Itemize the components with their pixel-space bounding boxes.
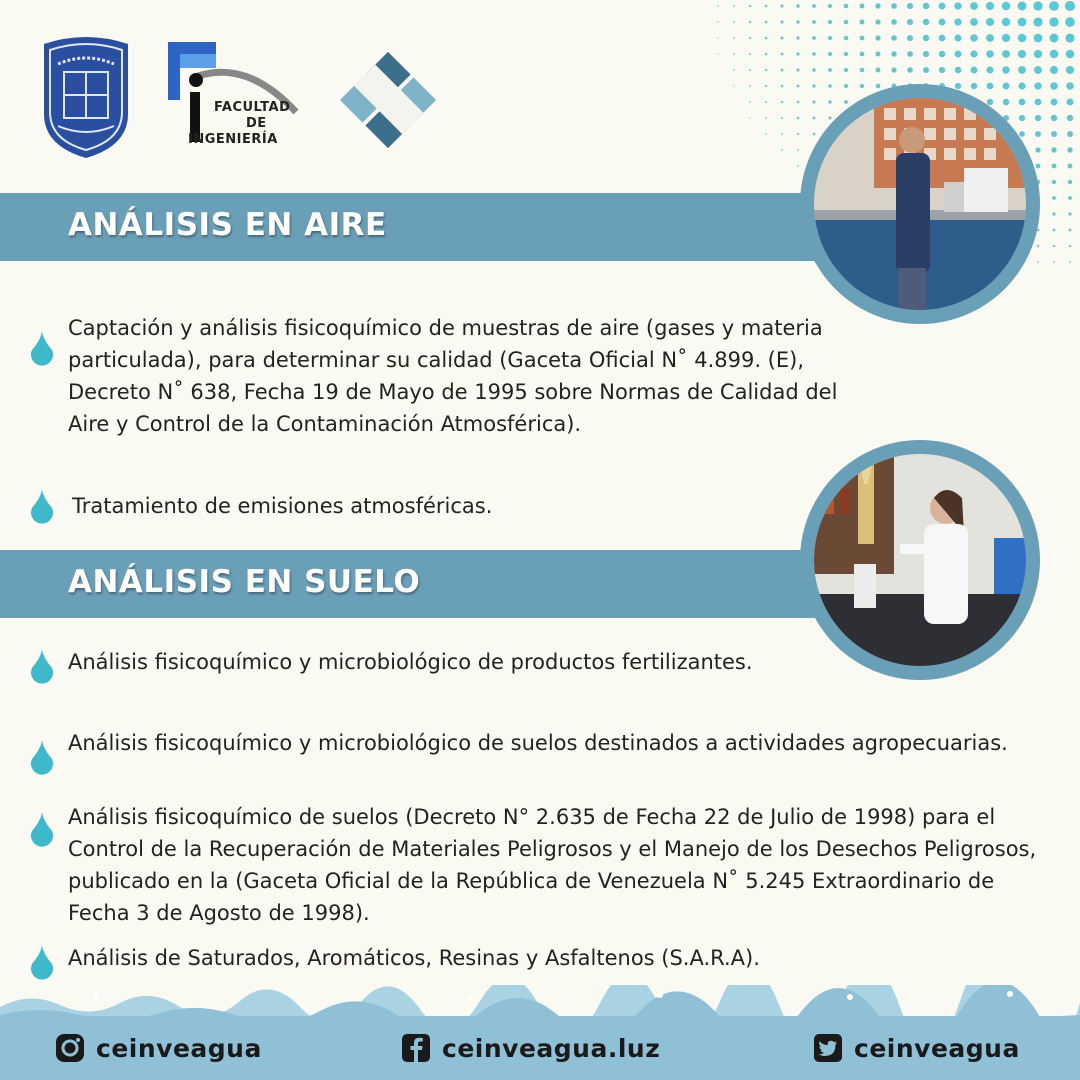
decorative-dot	[813, 133, 815, 135]
list-item-text: Análisis fisicoquímico de suelos (Decreto N° 2.635 de Fecha 22 de Julio de 1998) para el Control de la Recuperación de Materiales Peligrosos y el Manejo de los Desechos Peligrosos, publicado en la (Gaceta Oficial de la República de Venezuela N˚ 5.245 Extraordinario de Fecha 3 de Agosto de 1998).	[68, 805, 1037, 925]
decorative-dot	[970, 34, 977, 41]
decorative-dot	[781, 21, 784, 24]
decorative-dot	[876, 68, 881, 73]
water-drop-icon	[28, 809, 56, 849]
decorative-dot	[1053, 245, 1055, 247]
decorative-dot	[828, 20, 832, 24]
decorative-dot	[970, 2, 978, 10]
decorative-dot	[765, 101, 767, 103]
decorative-dot	[781, 5, 784, 8]
decorative-dot	[875, 51, 880, 56]
decorative-dot	[939, 19, 946, 26]
decorative-dot	[812, 68, 815, 71]
decorative-dot	[1053, 261, 1055, 263]
decorative-dot	[749, 117, 750, 118]
decorative-dot	[1051, 99, 1058, 106]
decorative-dot	[828, 116, 831, 119]
decorative-dot	[844, 4, 849, 9]
decorative-dot	[1052, 212, 1055, 215]
decorative-dot	[812, 36, 816, 40]
lab-analyst-photo	[814, 454, 1026, 666]
decorative-dot	[1019, 99, 1026, 106]
decorative-dot	[1018, 34, 1026, 42]
water-drop-icon	[28, 737, 56, 777]
facebook-icon	[400, 1032, 432, 1064]
decorative-dot	[986, 50, 994, 58]
decorative-dot	[781, 149, 783, 151]
instagram-handle: ceinveagua	[96, 1033, 262, 1063]
decorative-dot	[797, 165, 799, 167]
decorative-dot	[796, 4, 799, 7]
decorative-dot	[1035, 147, 1040, 152]
decorative-dot	[907, 19, 913, 25]
decorative-dot	[765, 5, 768, 8]
decorative-dot	[749, 21, 751, 23]
decorative-dot	[1035, 131, 1041, 137]
decorative-dot	[939, 67, 945, 73]
decorative-dot	[796, 20, 799, 23]
decorative-dot	[844, 36, 848, 40]
decorative-dot	[907, 35, 913, 41]
decorative-dot	[733, 53, 735, 55]
decorative-dot	[1034, 50, 1042, 58]
decorative-dot	[765, 21, 768, 24]
decorative-dot	[797, 101, 800, 104]
decorative-dot	[1068, 196, 1072, 200]
decorative-dot	[1051, 115, 1057, 121]
decorative-dot	[860, 52, 865, 57]
decorative-dot	[986, 18, 994, 26]
decorative-dot	[1067, 131, 1073, 137]
decorative-dot	[812, 84, 815, 87]
decorative-dot	[923, 19, 930, 26]
decorative-dot	[1036, 164, 1041, 169]
decorative-dot	[1035, 99, 1042, 106]
decorative-dot	[1003, 99, 1010, 106]
decorative-dot	[717, 37, 718, 38]
section-bar-aire	[0, 193, 880, 261]
decorative-dot	[939, 3, 946, 10]
decorative-dot	[796, 36, 799, 39]
water-drop-icon	[28, 328, 56, 368]
decorative-dot	[1035, 115, 1041, 121]
decorative-dot	[765, 37, 768, 40]
decorative-dot	[1049, 17, 1058, 26]
decorative-dot	[765, 117, 767, 119]
decorative-dot	[1053, 229, 1056, 232]
decorative-dot	[844, 84, 848, 88]
faculty-logo-line-1: FACULTAD	[214, 100, 291, 115]
decorative-dot	[1034, 34, 1043, 43]
decorative-dot	[971, 83, 978, 90]
decorative-dot	[1052, 196, 1056, 200]
section-title-suelo: ANÁLISIS EN SUELO	[68, 564, 421, 600]
decorative-dot	[1018, 50, 1026, 58]
decorative-dot	[765, 69, 767, 71]
decorative-dot	[986, 2, 994, 10]
decorative-dot	[717, 5, 718, 6]
faculty-logo-line-2: DE	[246, 116, 267, 131]
section-title-aire: ANÁLISIS EN AIRE	[68, 207, 387, 243]
decorative-dot	[796, 52, 799, 55]
decorative-dot	[828, 4, 832, 8]
decorative-dot	[987, 83, 994, 90]
decorative-dot	[1067, 147, 1072, 152]
list-item-text: Captación y análisis fisicoquímico de muestras de aire (gases y materia particulada), para determinar su calidad (Gaceta Oficial N˚ 4.899. (E), Decreto N˚ 638, Fecha 19 de Mayo de 1995 sobre Normas de Calidad del Aire y Control de la Contaminación Atmosférica).	[68, 316, 838, 436]
decorative-dot	[844, 68, 848, 72]
decorative-dot	[797, 149, 799, 151]
decorative-dot	[970, 18, 978, 26]
decorative-dot	[1033, 17, 1042, 26]
decorative-dot	[1018, 2, 1027, 11]
decorative-dot	[733, 21, 735, 23]
decorative-dot	[765, 133, 766, 134]
decorative-dot	[797, 133, 799, 135]
decorative-dot	[812, 52, 816, 56]
decorative-dot	[891, 3, 897, 9]
decorative-dot	[1002, 50, 1010, 58]
decorative-dot	[812, 4, 816, 8]
decorative-dot	[986, 34, 994, 42]
list-item	[28, 490, 772, 526]
decorative-dot	[907, 67, 913, 73]
decorative-dot	[1018, 66, 1026, 74]
decorative-dot	[860, 84, 864, 88]
decorative-dot	[765, 85, 767, 87]
list-item	[28, 942, 968, 982]
decorative-dot	[1051, 131, 1057, 137]
decorative-dot	[1037, 261, 1039, 263]
decorative-dot	[1002, 2, 1011, 11]
decorative-dot	[860, 4, 865, 9]
decorative-dot	[781, 101, 783, 103]
decorative-dot	[891, 35, 897, 41]
list-item	[28, 646, 768, 686]
decorative-dot	[923, 3, 930, 10]
decorative-dot	[1068, 164, 1073, 169]
decorative-dot	[1002, 66, 1009, 73]
decorative-dot	[1018, 82, 1025, 89]
decorative-dot	[828, 52, 832, 56]
decorative-dot	[844, 20, 849, 25]
decorative-dot	[717, 21, 718, 22]
list-item	[28, 727, 1008, 777]
decorative-dot	[923, 51, 929, 57]
decorative-dot	[1065, 17, 1075, 27]
luz-university-seal-logo	[36, 34, 136, 160]
decorative-dot	[1034, 66, 1042, 74]
decorative-dot	[1037, 245, 1039, 247]
decorative-dot	[1066, 98, 1073, 105]
water-drop-icon	[28, 646, 56, 686]
decorative-dot	[797, 85, 800, 88]
decorative-dot	[955, 67, 962, 74]
decorative-dot	[1034, 82, 1041, 89]
section-bar-suelo	[0, 550, 880, 618]
twitter-link[interactable]	[812, 1032, 1020, 1064]
decorative-dot	[781, 37, 784, 40]
instagram-link[interactable]	[54, 1032, 262, 1064]
decorative-dot	[781, 69, 784, 72]
decorative-dot	[1065, 1, 1075, 11]
decorative-dot	[1050, 50, 1059, 59]
decorative-dot	[955, 83, 961, 89]
decorative-dot	[1050, 34, 1059, 43]
decorative-dot	[796, 68, 799, 71]
decorative-dot	[749, 101, 751, 103]
list-item-text: Tratamiento de emisiones atmosféricas.	[72, 494, 493, 518]
decorative-dot	[1050, 82, 1057, 89]
decorative-dot	[812, 20, 816, 24]
decorative-dot	[1068, 212, 1071, 215]
decorative-dot	[1066, 82, 1074, 90]
decorative-dot	[1002, 34, 1010, 42]
decorative-dot	[749, 69, 751, 71]
decorative-dot	[828, 68, 832, 72]
decorative-dot	[813, 117, 816, 120]
decorative-dot	[717, 53, 718, 54]
decorative-dot	[1019, 115, 1025, 121]
decorative-dot	[749, 37, 751, 39]
decorative-dot	[813, 101, 816, 104]
twitter-handle: ceinveagua	[854, 1033, 1020, 1063]
decorative-dot	[971, 67, 978, 74]
decorative-dot	[954, 34, 961, 41]
decorative-dot	[939, 51, 946, 58]
decorative-dot	[1002, 18, 1010, 26]
decorative-dot	[733, 37, 735, 39]
list-item-text: Análisis de Saturados, Aromáticos, Resinas y Asfaltenos (S.A.R.A).	[68, 946, 760, 970]
decorative-dot	[1069, 229, 1072, 232]
decorative-dot	[828, 100, 831, 103]
cia-logo	[332, 44, 444, 156]
decorative-dot	[733, 85, 734, 86]
facebook-link[interactable]	[400, 1032, 660, 1064]
decorative-dot	[781, 133, 783, 135]
list-item	[28, 801, 1058, 929]
lab-technician-photo	[814, 98, 1026, 310]
decorative-dot	[1019, 131, 1025, 137]
decorative-dot	[1066, 66, 1074, 74]
decorative-dot	[733, 5, 735, 7]
decorative-dot	[797, 117, 799, 119]
decorative-dot	[828, 84, 832, 88]
twitter-icon	[812, 1032, 844, 1064]
decorative-dot	[765, 53, 767, 55]
decorative-dot	[939, 35, 946, 42]
decorative-dot	[1050, 66, 1058, 74]
decorative-dot	[1049, 1, 1059, 11]
decorative-dot	[970, 50, 977, 57]
list-item	[28, 312, 868, 440]
decorative-dot	[907, 51, 913, 57]
decorative-dot	[844, 100, 848, 104]
list-item-text: Análisis fisicoquímico y microbiológico de productos fertilizantes.	[68, 650, 753, 674]
faculty-logo-line-3: INGENIERÍA	[188, 132, 278, 147]
decorative-dot	[1069, 261, 1071, 263]
decorative-dot	[986, 66, 993, 73]
decorative-dot	[875, 19, 880, 24]
instagram-icon	[54, 1032, 86, 1064]
decorative-dot	[1002, 82, 1009, 89]
facebook-handle: ceinveagua.luz	[442, 1033, 661, 1063]
decorative-dot	[781, 117, 783, 119]
decorative-dot	[1052, 164, 1057, 169]
decorative-dot	[828, 36, 832, 40]
decorative-dot	[1066, 50, 1075, 59]
decorative-dot	[733, 69, 735, 71]
decorative-dot	[891, 19, 897, 25]
decorative-dot	[1052, 180, 1056, 184]
decorative-dot	[860, 68, 865, 73]
decorative-dot	[923, 35, 929, 41]
decorative-dot	[876, 84, 881, 89]
decorative-dot	[891, 67, 896, 72]
decorative-dot	[907, 3, 913, 9]
decorative-dot	[875, 3, 880, 8]
decorative-dot	[1067, 115, 1073, 121]
decorative-dot	[1033, 1, 1042, 10]
faculty-logo-text	[188, 100, 291, 148]
water-drop-icon	[28, 942, 56, 982]
decorative-dot	[749, 53, 751, 55]
decorative-dot	[749, 5, 751, 7]
decorative-dot	[781, 53, 784, 56]
decorative-dot	[1051, 147, 1056, 152]
lab-photo-air-analysis	[800, 84, 1040, 324]
decorative-dot	[955, 51, 962, 58]
decorative-dot	[781, 85, 783, 87]
decorative-dot	[860, 20, 865, 25]
decorative-dot	[1018, 18, 1027, 27]
decorative-dot	[923, 67, 929, 73]
decorative-dot	[891, 51, 896, 56]
lab-photo-soil-analysis	[800, 440, 1040, 680]
decorative-dot	[1068, 180, 1072, 184]
decorative-dot	[1065, 33, 1074, 42]
decorative-dot	[1069, 245, 1071, 247]
water-drop-icon	[28, 486, 56, 526]
decorative-dot	[954, 2, 961, 9]
decorative-dot	[954, 18, 961, 25]
decorative-dot	[844, 52, 848, 56]
list-item-text: Análisis fisicoquímico y microbiológico de suelos destinados a actividades agropecuarias.	[68, 731, 1008, 755]
decorative-dot	[875, 35, 880, 40]
decorative-dot	[860, 36, 865, 41]
decorative-dot	[749, 85, 751, 87]
